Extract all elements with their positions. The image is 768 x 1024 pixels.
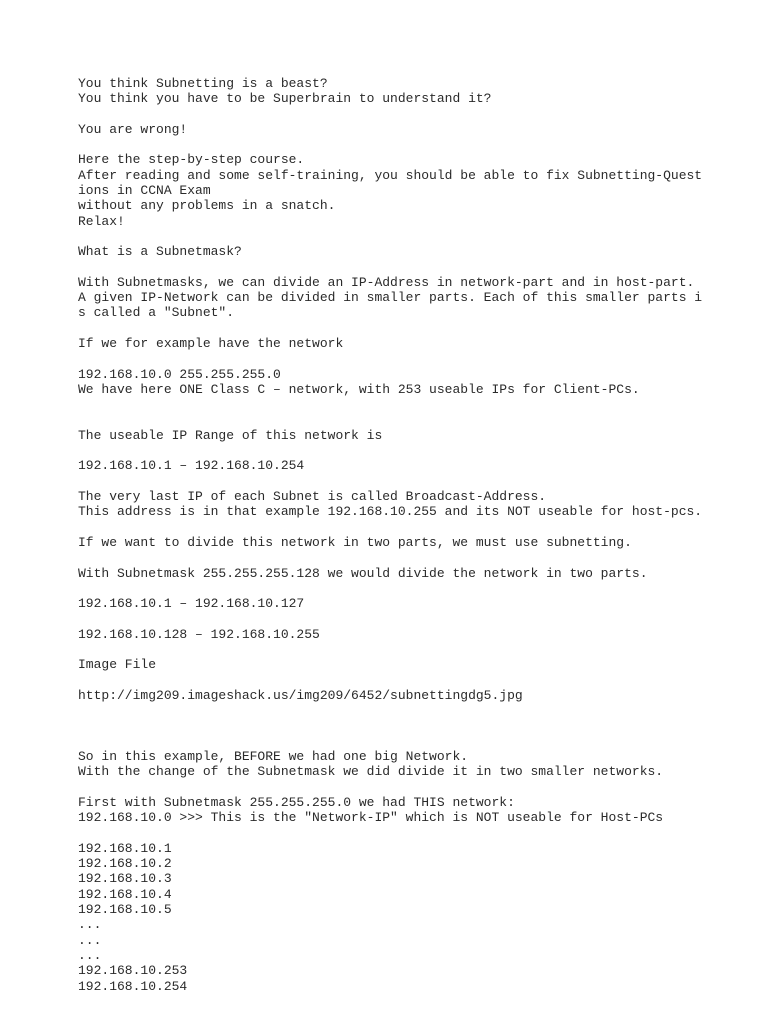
text-line: http://img209.imageshack.us/img209/6452/subnettingdg5.jpg (78, 687, 523, 703)
blank-line (78, 397, 758, 412)
text-line: without any problems in a snatch. (78, 198, 336, 214)
text-line: If we want to divide this network in two parts, we must use subnetting. (78, 534, 632, 550)
text-line: This address is in that example 192.168.10.255 and its NOT useable for host-pcs. (78, 504, 703, 520)
text-line: With the change of the Subnetmask we did divide it in two smaller networks. (78, 764, 664, 780)
text-line: 192.168.10.1 – 192.168.10.254 (78, 458, 305, 474)
text-line: 192.168.10.254 (78, 978, 188, 994)
blank-line (78, 229, 758, 244)
blank-line (78, 474, 758, 489)
blank-line (78, 673, 758, 688)
text-line: First with Subnetmask 255.255.255.0 we had THIS network: (78, 794, 515, 810)
blank-line (78, 260, 758, 275)
text-line: After reading and some self-training, you should be able to fix Subnetting-Quest (78, 167, 703, 183)
text-line: With Subnetmasks, we can divide an IP-Address in network-part and in host-part. (78, 274, 695, 290)
blank-line (78, 520, 758, 535)
text-line: Image File (78, 657, 157, 673)
blank-line (78, 550, 758, 565)
text-line: s called a "Subnet". (78, 305, 235, 321)
text-line: ... (78, 932, 102, 948)
text-line: 192.168.10.4 (78, 886, 172, 902)
text-line: ... (78, 947, 102, 963)
text-line: The useable IP Range of this network is (78, 427, 383, 443)
blank-line (78, 734, 758, 749)
text-line: If we for example have the network (78, 336, 344, 352)
blank-line (78, 826, 758, 841)
blank-line (78, 703, 758, 718)
blank-line (78, 642, 758, 657)
blank-line (78, 413, 758, 428)
text-line: 192.168.10.0 >>> This is the "Network-IP" which is NOT useable for Host-PCs (78, 810, 664, 826)
text-line: You are wrong! (78, 121, 188, 137)
blank-line (78, 137, 758, 152)
text-line: Relax! (78, 213, 125, 229)
blank-line (78, 611, 758, 626)
text-line: You think you have to be Superbrain to understand it? (78, 91, 492, 107)
text-line: 192.168.10.1 – 192.168.10.127 (78, 596, 305, 612)
text-line: ions in CCNA Exam (78, 183, 211, 199)
text-line: A given IP-Network can be divided in smaller parts. Each of this smaller parts i (78, 290, 703, 306)
blank-line (78, 351, 758, 366)
text-line: ... (78, 917, 102, 933)
blank-line (78, 321, 758, 336)
text-line: With Subnetmask 255.255.255.128 we would divide the network in two parts. (78, 565, 648, 581)
blank-line (78, 107, 758, 122)
text-line: 192.168.10.1 (78, 840, 172, 856)
text-line: 192.168.10.5 (78, 902, 172, 918)
text-line: 192.168.10.2 (78, 856, 172, 872)
text-line: We have here ONE Class C – network, with 253 useable IPs for Client-PCs. (78, 381, 640, 397)
text-line: What is a Subnetmask? (78, 244, 242, 260)
text-line: The very last IP of each Subnet is called Broadcast-Address. (78, 489, 547, 505)
blank-line (78, 718, 758, 733)
text-line: 192.168.10.3 (78, 871, 172, 887)
text-line: So in this example, BEFORE we had one big Network. (78, 749, 469, 765)
text-line: 192.168.10.253 (78, 963, 188, 979)
text-line: 192.168.10.0 255.255.255.0 (78, 366, 281, 382)
blank-line (78, 780, 758, 795)
text-line: You think Subnetting is a beast? (78, 76, 328, 91)
blank-line (78, 443, 758, 458)
blank-line (78, 581, 758, 596)
text-line: Here the step-by-step course. (78, 152, 305, 168)
text-line: 192.168.10.128 – 192.168.10.255 (78, 626, 320, 642)
document-body (78, 76, 758, 994)
